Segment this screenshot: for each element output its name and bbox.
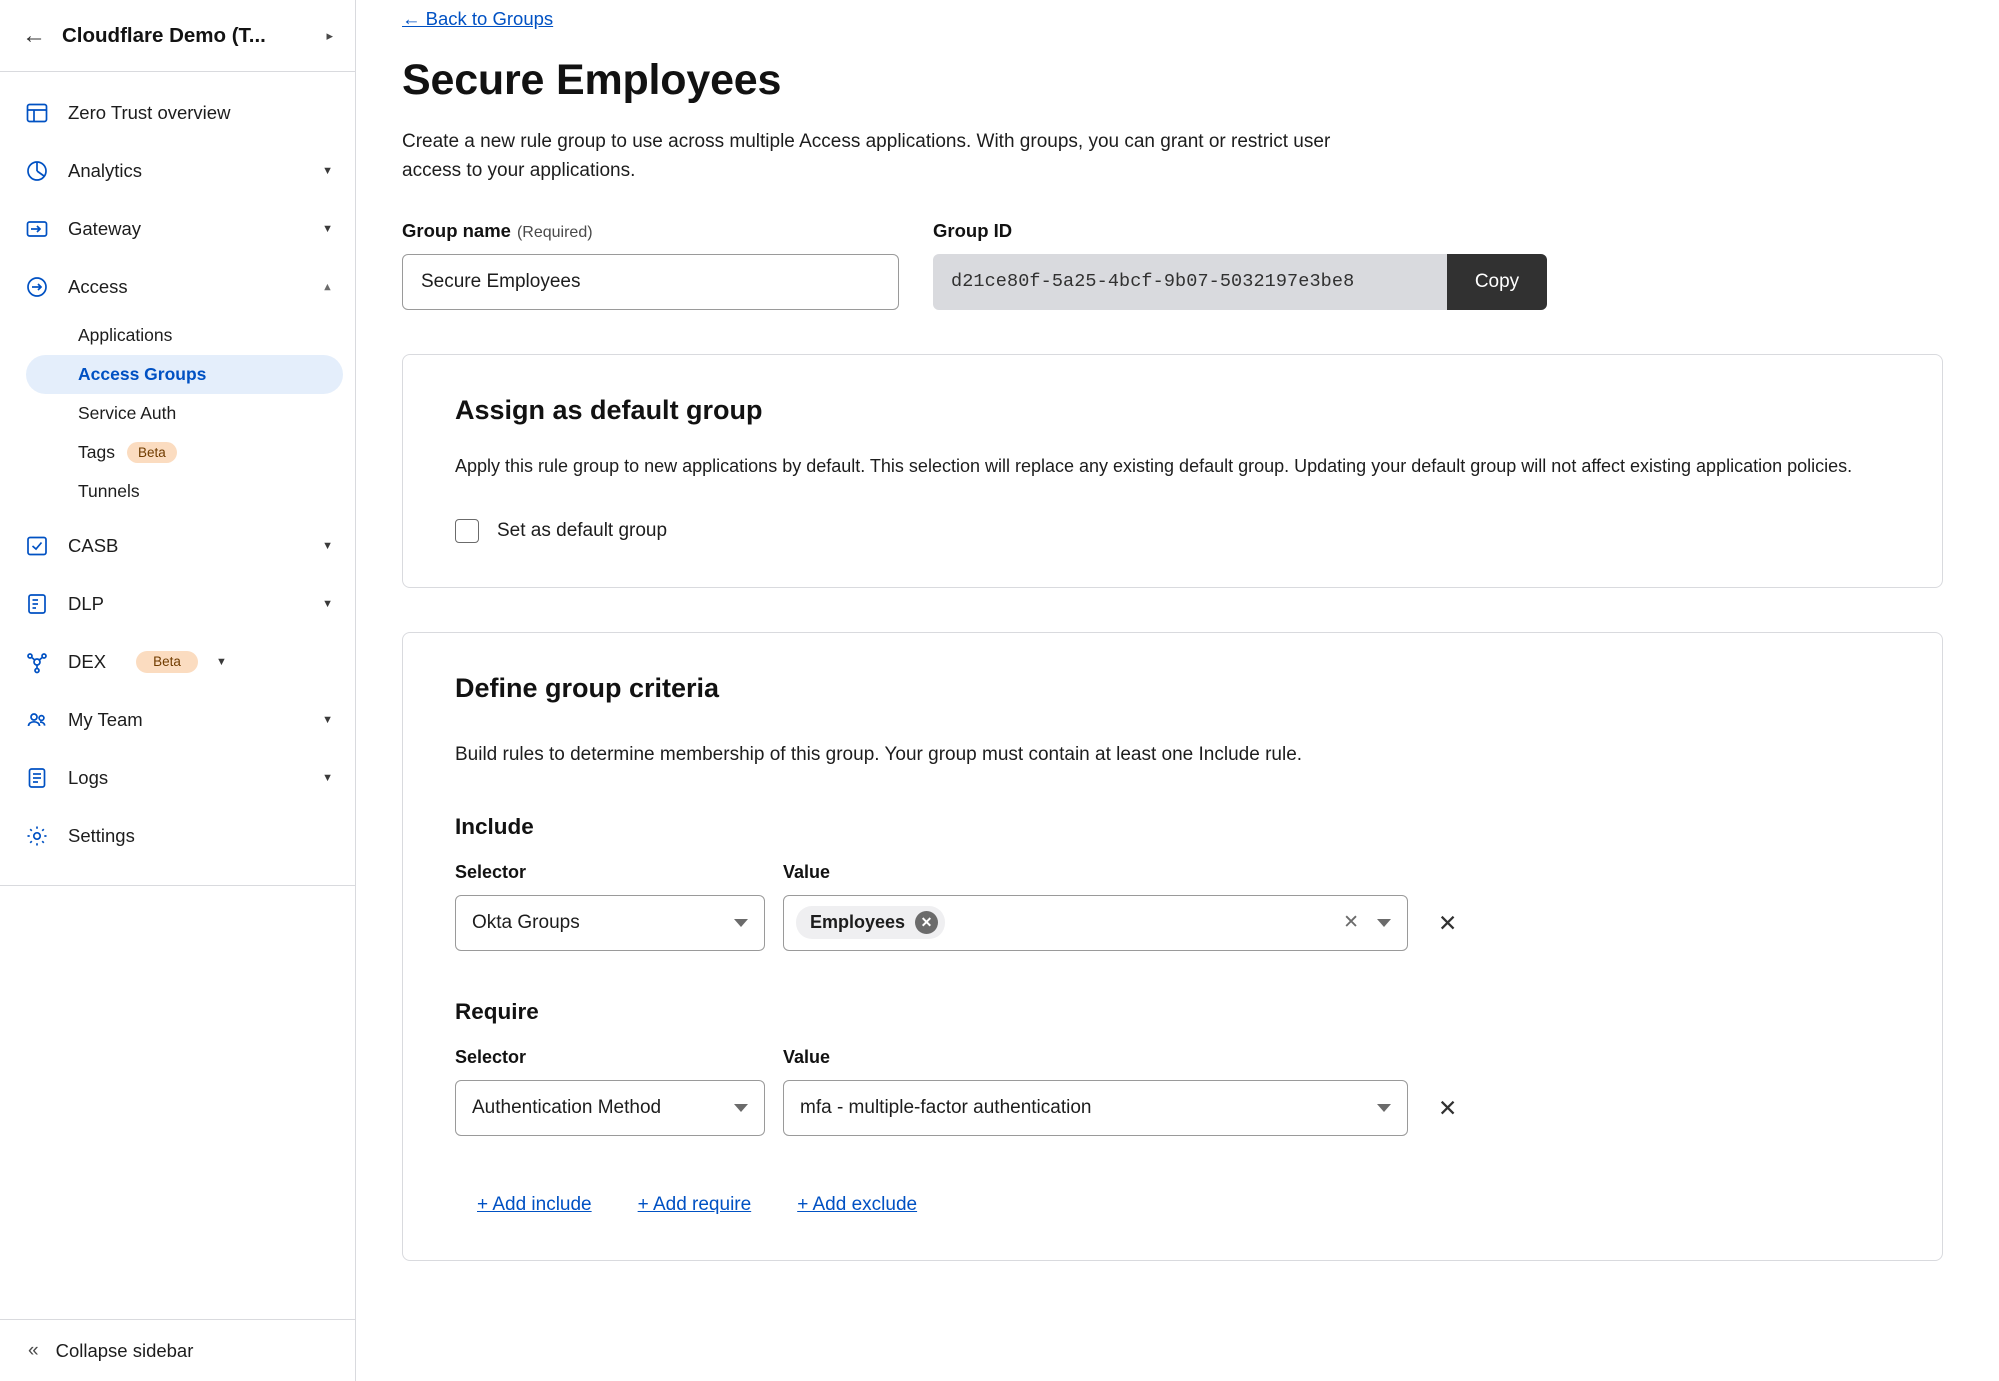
sidebar-item-access[interactable] (0, 258, 355, 316)
sidebar-item-label: Settings (68, 825, 135, 846)
add-require-link[interactable]: + Add require (637, 1193, 752, 1215)
analytics-icon (24, 158, 50, 184)
account-switcher[interactable] (0, 0, 355, 72)
sidebar-item-label: My Team (68, 709, 143, 730)
include-selector-label: Selector (455, 861, 527, 882)
chevron-down-icon (734, 1104, 748, 1112)
chevron-down-icon[interactable]: ▼ (322, 714, 333, 726)
access-subnav (0, 316, 355, 517)
sidebar-subitem-label: Service Auth (78, 403, 177, 423)
sidebar-item-dlp[interactable] (0, 575, 355, 633)
include-selector-dropdown[interactable] (455, 895, 765, 951)
define-group-criteria-card (402, 632, 1943, 1261)
require-selector-label: Selector (455, 1046, 527, 1067)
casb-icon (24, 533, 50, 559)
clear-value-icon[interactable]: ✕ (1343, 912, 1359, 934)
sidebar-item-service-auth[interactable] (26, 394, 343, 433)
required-hint: (Required) (516, 223, 593, 241)
chevron-down-icon[interactable]: ▼ (322, 772, 333, 784)
sidebar-item-tunnels[interactable] (26, 472, 343, 511)
sidebar-item-label: Access (68, 276, 128, 297)
require-value-field (783, 1047, 1408, 1136)
include-value-chip-label: Employees (810, 912, 906, 933)
set-default-group-row[interactable] (455, 519, 1890, 543)
sidebar-subitem-label: Tunnels (78, 481, 140, 501)
account-name: Cloudflare Demo (T... (62, 23, 266, 47)
overview-icon (24, 100, 50, 126)
gear-icon (24, 823, 50, 849)
chevron-down-icon[interactable]: ▼ (322, 598, 333, 610)
include-value-multiselect[interactable] (783, 895, 1408, 951)
sidebar-item-zero-trust-overview[interactable] (0, 84, 355, 142)
group-identity-row (402, 220, 1943, 310)
remove-require-rule-button[interactable]: ✕ (1438, 1094, 1458, 1121)
chevron-down-icon[interactable] (1377, 919, 1391, 927)
sidebar-item-settings[interactable] (0, 807, 355, 865)
sidebar-subitem-label: Tags (78, 442, 115, 462)
define-group-criteria-description: Build rules to determine membership of this group. Your group must contain at least one Include rule. (455, 743, 1303, 765)
assign-default-group-description: Apply this rule group to new applications by default. This selection will replace any existing default group. Updating your default group will not affect existing application policies. (455, 455, 1853, 476)
sidebar-subitem-label: Applications (78, 325, 173, 345)
require-rule-row (455, 1047, 1890, 1136)
sidebar-item-label: CASB (68, 535, 119, 556)
remove-chip-icon[interactable]: ✕ (915, 911, 938, 934)
logs-icon (24, 765, 50, 791)
chevron-up-icon[interactable]: ▼ (322, 281, 333, 293)
tags-beta-badge: Beta (127, 442, 177, 464)
set-default-group-checkbox[interactable] (455, 519, 479, 543)
require-selector-field (455, 1047, 765, 1136)
require-selector-dropdown[interactable] (455, 1080, 765, 1136)
include-value-label: Value (783, 861, 831, 882)
set-default-group-label: Set as default group (497, 519, 668, 541)
sidebar-item-my-team[interactable] (0, 691, 355, 749)
sidebar-item-label: Analytics (68, 160, 143, 181)
dex-beta-badge: Beta (136, 651, 198, 673)
sidebar-subitem-label: Access Groups (78, 364, 207, 384)
sidebar (0, 0, 356, 1381)
group-id-field (933, 220, 1547, 310)
sidebar-item-label: DLP (68, 593, 104, 614)
require-section-heading: Require (455, 998, 539, 1024)
chevron-down-icon (734, 919, 748, 927)
chevron-down-icon[interactable]: ▼ (322, 223, 333, 235)
chevron-right-icon[interactable]: ▸ (326, 27, 333, 43)
sidebar-nav (0, 72, 355, 886)
sidebar-item-logs[interactable] (0, 749, 355, 807)
chevron-down-icon (1377, 1104, 1391, 1112)
sidebar-item-analytics[interactable] (0, 142, 355, 200)
chevron-down-icon[interactable]: ▼ (322, 540, 333, 552)
dex-icon (24, 649, 50, 675)
sidebar-item-access-groups[interactable] (26, 355, 343, 394)
back-to-groups-link[interactable]: ← Back to Groups (402, 8, 554, 29)
include-selector-value: Okta Groups (472, 911, 580, 933)
assign-default-group-card (402, 354, 1943, 588)
sidebar-item-tags[interactable] (26, 433, 343, 472)
dlp-icon (24, 591, 50, 617)
sidebar-item-applications[interactable] (26, 316, 343, 355)
collapse-sidebar-button[interactable] (0, 1319, 355, 1381)
define-group-criteria-title: Define group criteria (455, 672, 720, 703)
include-selector-field (455, 862, 765, 951)
group-name-label: Group name (Required) (402, 219, 593, 241)
main-content (356, 0, 1999, 1381)
include-rule-row (455, 862, 1890, 951)
gateway-icon (24, 216, 50, 242)
team-icon (24, 707, 50, 733)
arrow-left-icon[interactable]: ← (22, 21, 46, 49)
add-include-link[interactable]: + Add include (477, 1193, 592, 1215)
page-description: Create a new rule group to use across multiple Access applications. With groups, you can grant or restrict user access to your applications. (402, 131, 1331, 182)
sidebar-item-label: DEX (68, 651, 107, 672)
add-rule-links (455, 1194, 1890, 1216)
include-section-heading: Include (455, 813, 534, 839)
sidebar-item-label: Zero Trust overview (68, 102, 231, 123)
include-value-chip[interactable] (796, 906, 945, 939)
group-name-field (402, 220, 899, 310)
chevron-down-icon[interactable]: ▼ (322, 165, 333, 177)
chevrons-left-icon: « (28, 1339, 36, 1361)
sidebar-item-label: Logs (68, 767, 109, 788)
collapse-sidebar-label: Collapse sidebar (55, 1339, 194, 1361)
require-value-text: mfa - multiple-factor authentication (800, 1096, 1092, 1118)
include-value-field (783, 862, 1408, 951)
remove-include-rule-button[interactable]: ✕ (1438, 909, 1458, 936)
require-value-label: Value (783, 1046, 831, 1067)
group-id-label: Group ID (933, 219, 1013, 241)
sidebar-item-label: Gateway (68, 218, 142, 239)
chevron-down-icon[interactable]: ▼ (216, 656, 227, 668)
add-exclude-link[interactable]: + Add exclude (797, 1193, 918, 1215)
group-id-value: d21ce80f-5a25-4bcf-9b07-5032197e3be8 (933, 254, 1447, 310)
page-title: Secure Employees (402, 56, 782, 104)
require-selector-value: Authentication Method (472, 1096, 662, 1118)
group-name-input[interactable] (402, 254, 899, 310)
sidebar-item-casb[interactable] (0, 517, 355, 575)
sidebar-item-dex[interactable] (0, 633, 355, 691)
access-icon (24, 274, 50, 300)
assign-default-group-title: Assign as default group (455, 394, 763, 425)
copy-group-id-button[interactable]: Copy (1447, 254, 1547, 310)
require-value-dropdown[interactable] (783, 1080, 1408, 1136)
sidebar-item-gateway[interactable] (0, 200, 355, 258)
